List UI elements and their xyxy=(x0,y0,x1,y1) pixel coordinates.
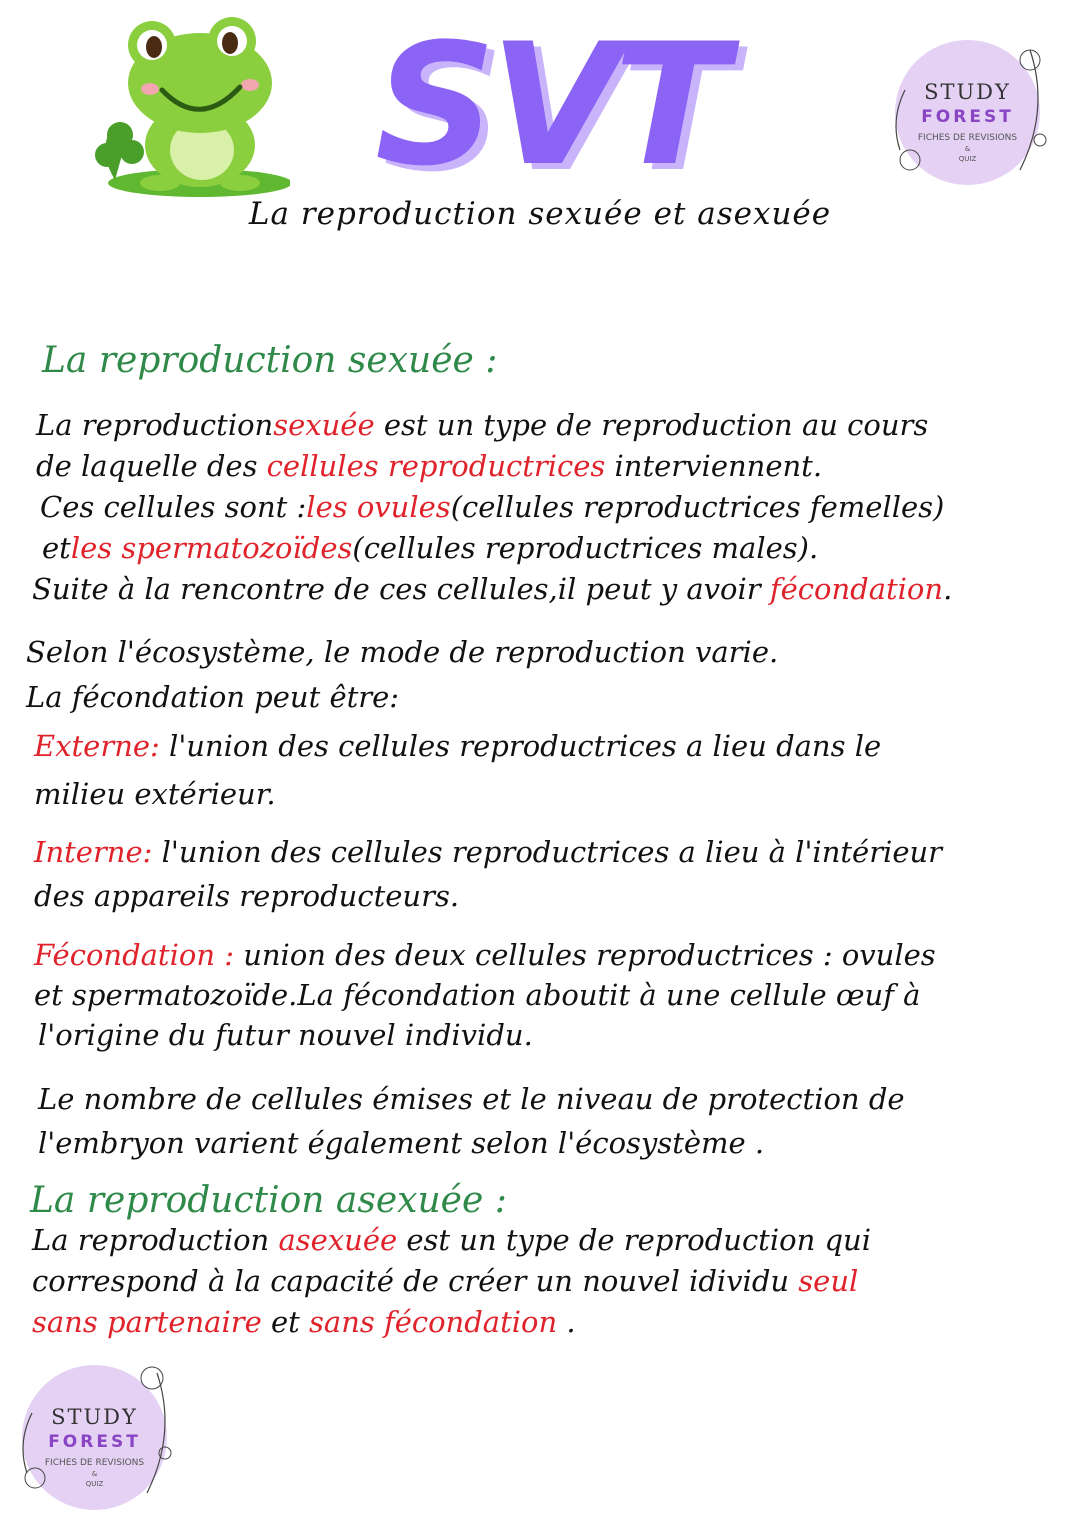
term-interne: Interne: xyxy=(34,835,153,869)
text-span: correspond à la capacité de créer un nouvel idividu xyxy=(32,1264,799,1298)
text-line: et spermatozoïde.La fécondation aboutit à une cellule œuf à xyxy=(34,978,921,1012)
section-heading-sexuee: La reproduction sexuée : xyxy=(42,340,498,381)
page-title: SVT xyxy=(375,7,723,203)
text-line xyxy=(36,528,952,569)
logo-line-fiches: FICHES DE REVISIONS xyxy=(44,1458,145,1468)
logo-line-forest: FOREST xyxy=(48,1432,141,1452)
logo-line-study: STUDY xyxy=(51,1405,138,1429)
text-line: Le nombre de cellules émises et le niveau de protection de xyxy=(38,1082,905,1116)
frog-icon xyxy=(90,5,290,200)
study-forest-logo xyxy=(895,40,1040,185)
text-span: de laquelle des xyxy=(36,449,267,483)
page-subtitle: La reproduction sexuée et asexuée xyxy=(248,196,832,232)
definition-externe xyxy=(34,722,881,818)
text-span: La reproduction xyxy=(36,408,274,442)
paragraph-ecosysteme xyxy=(26,630,778,720)
text-line: milieu extérieur. xyxy=(34,777,276,811)
text-span: est un type de reproduction au cours xyxy=(374,408,929,442)
logo-line-fiches: FICHES DE REVISIONS xyxy=(917,133,1018,143)
text-line xyxy=(34,935,936,975)
logo-line-forest: FOREST xyxy=(921,107,1014,127)
highlight-sans-partenaire: sans partenaire xyxy=(32,1305,262,1339)
logo-line-quiz: QUIZ xyxy=(958,155,977,163)
text-line xyxy=(36,487,952,528)
logo-line-and: & xyxy=(964,145,971,153)
text-span: Suite à la rencontre de ces cellules,il peut y avoir xyxy=(32,572,770,606)
highlight-seul: seul xyxy=(798,1264,859,1298)
highlight-sexuee: sexuée xyxy=(273,408,375,442)
logo-line-and: & xyxy=(91,1470,98,1478)
paragraph-asexuee xyxy=(32,1220,871,1343)
text-span: Ces cellules sont : xyxy=(40,490,307,524)
logo-line-study: STUDY xyxy=(924,80,1011,104)
text-span: La reproduction xyxy=(32,1223,279,1257)
highlight-sans-fecondation: sans fécondation xyxy=(309,1305,558,1339)
text-span: et xyxy=(42,531,71,565)
paragraph-embryon xyxy=(38,1077,905,1165)
highlight-spermatozoides: les spermatozoïdes xyxy=(70,531,353,565)
paragraph-definition xyxy=(32,405,953,610)
highlight-cellules: cellules reproductrices xyxy=(266,449,606,483)
text-line: l'embryon varient également selon l'écosystème . xyxy=(38,1126,765,1160)
text-line xyxy=(32,1261,871,1302)
text-span: est un type de reproduction qui xyxy=(397,1223,871,1257)
flower-wreath-icon xyxy=(7,1353,182,1513)
text-line: Selon l'écosystème, le mode de reproduction varie. xyxy=(26,635,779,669)
text-line xyxy=(32,1302,871,1343)
text-line xyxy=(34,722,881,770)
text-line xyxy=(34,830,942,874)
study-forest-logo-bottom xyxy=(22,1365,167,1510)
definition-interne xyxy=(34,830,942,918)
highlight-ovules: les ovules xyxy=(306,490,451,524)
text-line xyxy=(32,569,952,610)
frog-illustration xyxy=(90,5,290,200)
flower-wreath-icon xyxy=(880,30,1055,195)
text-span: union des deux cellules reproductrices : ovules xyxy=(233,938,936,972)
section-heading-asexuee: La reproduction asexuée : xyxy=(30,1180,507,1221)
highlight-asexuee: asexuée xyxy=(278,1223,398,1257)
text-span: interviennent. xyxy=(605,449,823,483)
text-span: . xyxy=(943,572,953,606)
definition-fecondation xyxy=(34,935,936,1055)
text-span: et xyxy=(261,1305,310,1339)
highlight-fecondation: fécondation xyxy=(769,572,944,606)
text-span: . xyxy=(557,1305,576,1339)
text-line xyxy=(32,1220,871,1261)
text-line: La fécondation peut être: xyxy=(26,680,400,714)
logo-line-quiz: QUIZ xyxy=(85,1480,104,1488)
text-span: l'union des cellules reproductrices a lieu à l'intérieur xyxy=(152,835,943,869)
text-line: l'origine du futur nouvel individu. xyxy=(38,1018,533,1052)
text-span: (cellules reproductrices femelles) xyxy=(450,490,945,524)
term-externe: Externe: xyxy=(34,729,160,763)
text-span: (cellules reproductrices males). xyxy=(352,531,819,565)
text-line xyxy=(36,405,952,446)
term-fecondation: Fécondation : xyxy=(34,938,234,972)
text-line: des appareils reproducteurs. xyxy=(34,879,460,913)
text-line xyxy=(36,446,952,487)
text-span: l'union des cellules reproductrices a lieu dans le xyxy=(159,729,882,763)
